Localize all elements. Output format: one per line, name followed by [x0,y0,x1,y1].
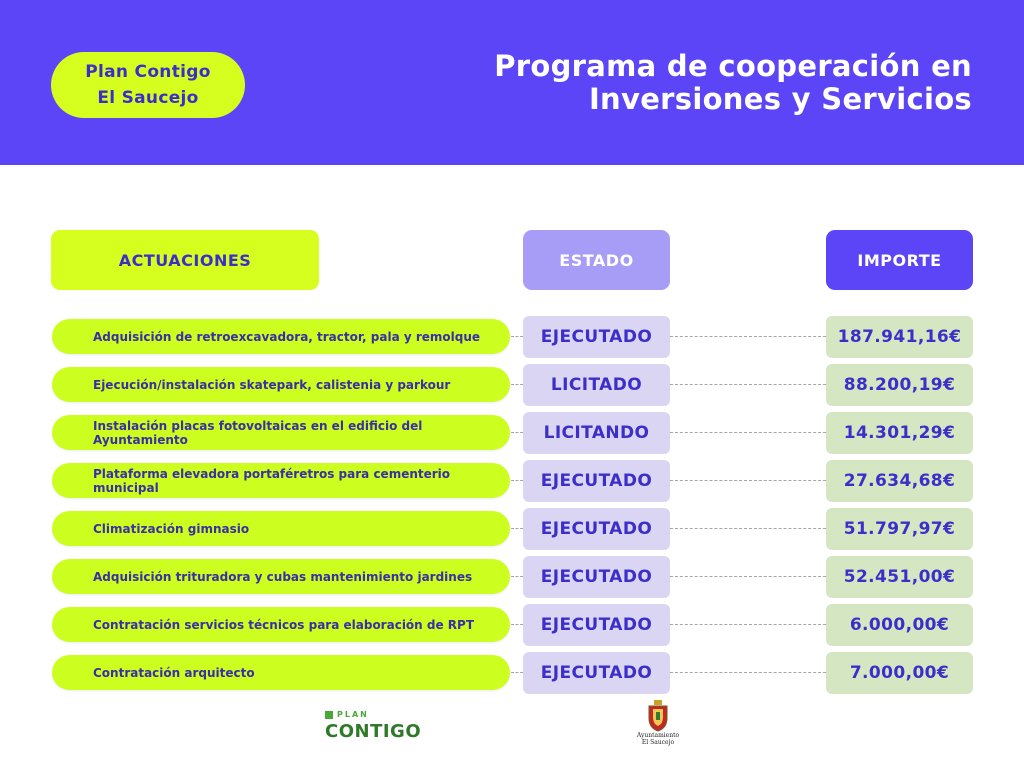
actuacion-label: Adquisición trituradora y cubas mantenimiento jardines [52,559,510,594]
connector-line [670,672,826,673]
table-row [0,316,1024,358]
header-banner [0,0,1024,165]
connector-line [670,384,826,385]
status-badge: LICITANDO [523,412,670,454]
actuacion-label: Contratación servicios técnicos para elaboración de RPT [52,607,510,642]
connector-line [511,624,523,625]
importe-value: 6.000,00€ [826,604,973,646]
actuacion-label: Instalación placas fotovoltaicas en el edificio del Ayuntamiento [52,415,510,450]
title-line-1: Programa de cooperación en [494,49,972,83]
page-title [332,50,972,116]
status-badge: EJECUTADO [523,604,670,646]
connector-line [511,384,523,385]
ayto-caption-line-2: El Saucejo [641,739,675,746]
importe-value: 7.000,00€ [826,652,973,694]
status-badge: LICITADO [523,364,670,406]
connector-line [511,576,523,577]
importe-value: 88.200,19€ [826,364,973,406]
connector-line [511,432,523,433]
table-row [0,364,1024,406]
column-header-importe: IMPORTE [826,230,973,290]
connector-line [670,528,826,529]
importe-value: 52.451,00€ [826,556,973,598]
ayuntamiento-logo [630,700,686,750]
status-badge: EJECUTADO [523,652,670,694]
connector-line [511,336,523,337]
actuacion-label: Climatización gimnasio [52,511,510,546]
importe-value: 187.941,16€ [826,316,973,358]
table-row [0,556,1024,598]
connector-line [670,576,826,577]
connector-line [511,528,523,529]
badge-line-2: El Saucejo [97,88,199,108]
actuacion-label: Ejecución/instalación skatepark, calistenia y parkour [52,367,510,402]
status-badge: EJECUTADO [523,508,670,550]
title-line-2: Inversiones y Servicios [588,82,972,116]
connector-line [670,624,826,625]
table-row [0,652,1024,694]
badge-line-1: Plan Contigo [85,62,211,82]
ayto-caption-line-1: Ayuntamiento [636,732,680,739]
status-badge: EJECUTADO [523,556,670,598]
connector-line [670,480,826,481]
importe-value: 14.301,29€ [826,412,973,454]
connector-line [511,672,523,673]
connector-line [670,432,826,433]
connector-line [511,480,523,481]
status-badge: EJECUTADO [523,460,670,502]
plan-badge [51,52,245,118]
plan-logo-big-text: CONTIGO [325,721,422,742]
actuacion-label: Plataforma elevadora portaféretros para cementerio municipal [52,463,510,498]
table-row [0,460,1024,502]
table-row [0,508,1024,550]
table-row [0,412,1024,454]
actuacion-label: Contratación arquitecto [52,655,510,690]
connector-line [670,336,826,337]
actuacion-label: Adquisición de retroexcavadora, tractor, pala y remolque [52,319,510,354]
column-header-actuaciones: ACTUACIONES [51,230,319,290]
importe-value: 51.797,97€ [826,508,973,550]
logo-square-icon [325,711,333,719]
plan-logo-small-text: PLAN [337,710,369,719]
importe-value: 27.634,68€ [826,460,973,502]
status-badge: EJECUTADO [523,316,670,358]
column-header-estado: ESTADO [523,230,670,290]
plan-contigo-logo [325,710,422,744]
table-row [0,604,1024,646]
coat-of-arms-icon [647,700,669,732]
